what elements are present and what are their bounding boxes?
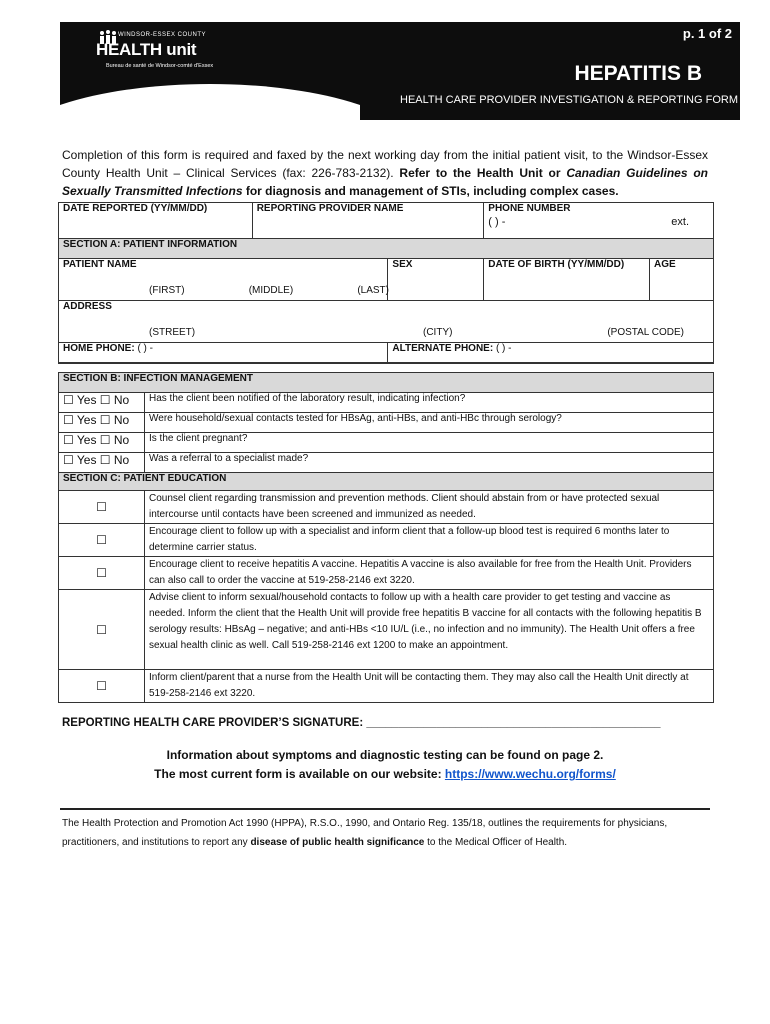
question-notified: Has the client been notified of the laboratory result, indicating infection? — [145, 393, 714, 413]
section-a-header: SECTION A: PATIENT INFORMATION — [59, 239, 714, 259]
yes-no-checkbox[interactable]: ☐ Yes ☐ No — [59, 433, 145, 453]
education-item: Counsel client regarding transmission and prevention methods. Client should abstain from or have protected sexual intercourse until contacts have been screened and immunized as needed. — [145, 491, 714, 524]
education-item: Encourage client to receive hepatitis A vaccine. Hepatitis A vaccine is also available for free from the Health Unit. Providers can also call to order the vaccine at 519-258-2146 ext 3220. — [145, 557, 714, 590]
form-title: HEPATITIS B — [574, 62, 702, 85]
education-checkbox[interactable]: ☐ — [59, 524, 145, 557]
signature-line[interactable]: REPORTING HEALTH CARE PROVIDER’S SIGNATURE: ______________________________________________ — [62, 717, 661, 729]
date-reported-field[interactable]: DATE REPORTED (YY/MM/DD) — [59, 203, 253, 239]
footer-text: The Health Protection and Promotion Act 1990 (HPPA), R.S.O., 1990, and Ontario Reg. 135/18, outlines the requirements for physicians, practitioners, and institutions to report any disease of public health significance to the Medical Officer of Health. — [62, 818, 668, 848]
website-link[interactable]: https://www.wechu.org/forms/ — [444, 767, 616, 781]
provider-patient-table — [58, 202, 714, 364]
logo-top-text: WINDSOR-ESSEX COUNTY — [118, 32, 207, 38]
phone-number-field[interactable]: PHONE NUMBER ( ) - ext. — [484, 203, 714, 239]
provider-name-field[interactable]: REPORTING PROVIDER NAME — [252, 203, 484, 239]
info-line-2: The most current form is available on our website: https://www.wechu.org/forms/ — [154, 767, 616, 781]
question-referral: Was a referral to a specialist made? — [145, 453, 714, 473]
question-contacts-tested: Were household/sexual contacts tested for HBsAg, anti-HBs, and anti-HBc through serology? — [145, 413, 714, 433]
logo-sub-text: Bureau de santé de Windsor-comté d'Essex — [106, 63, 214, 69]
question-pregnant: Is the client pregnant? — [145, 433, 714, 453]
education-checkbox[interactable]: ☐ — [59, 590, 145, 670]
logo-main-text: HEALTH unit — [96, 40, 197, 59]
section-c-header: SECTION C: PATIENT EDUCATION — [59, 473, 714, 491]
section-b-header: SECTION B: INFECTION MANAGEMENT — [59, 373, 714, 393]
address-field[interactable]: ADDRESS (STREET) (CITY) (POSTAL CODE) — [59, 301, 714, 343]
education-checkbox[interactable]: ☐ — [59, 557, 145, 590]
education-checkbox[interactable]: ☐ — [59, 491, 145, 524]
alternate-phone-field[interactable]: ALTERNATE PHONE: ( ) - — [388, 343, 714, 363]
education-item: Advise client to inform sexual/household contacts to follow up with a health care provider to get testing and vaccine as needed. Inform the client that the Health Unit will provide free hepatitis B vaccine for all contacts with the following hepatitis B serology results: HBsAg – negative; and anti-HBs <10 IU/L (i.e., no infection and no immunity). The Health Unit offers a free sexual health clinic as well. Call 519-258-2146 ext 1200 to make an appointment. — [145, 590, 714, 670]
info-line-1: Information about symptoms and diagnostic testing can be found on page 2. — [166, 748, 604, 762]
age-field[interactable]: AGE — [650, 259, 714, 301]
footer-rule — [60, 808, 710, 810]
yes-no-checkbox[interactable]: ☐ Yes ☐ No — [59, 453, 145, 473]
sex-field[interactable]: SEX — [388, 259, 484, 301]
management-education-table — [58, 372, 714, 703]
intro-paragraph: Completion of this form is required and faxed by the next working day from the initial patient visit, to the Windsor-Essex County Health Unit – Clinical Services (fax: 226-783-2132). Refer to the Health Unit or Canadian Guidelines on Sexually Transmitted Infections for diagnosis and management of STIs, including complex cases. — [62, 148, 709, 198]
dob-field[interactable]: DATE OF BIRTH (YY/MM/DD) — [484, 259, 650, 301]
yes-no-checkbox[interactable]: ☐ Yes ☐ No — [59, 393, 145, 413]
education-item: Inform client/parent that a nurse from the Health Unit will be contacting them. They may also call the Health Unit directly at 519-258-2146 ext 3220. — [145, 670, 714, 703]
yes-no-checkbox[interactable]: ☐ Yes ☐ No — [59, 413, 145, 433]
page-number: p. 1 of 2 — [682, 26, 732, 41]
home-phone-field[interactable]: HOME PHONE: ( ) - — [59, 343, 388, 363]
patient-name-field[interactable]: PATIENT NAME (FIRST) (MIDDLE) (LAST) — [59, 259, 388, 301]
education-checkbox[interactable]: ☐ — [59, 670, 145, 703]
form-subtitle: HEALTH CARE PROVIDER INVESTIGATION & REPORTING FORM — [400, 94, 738, 106]
education-item: Encourage client to follow up with a specialist and inform client that a follow-up blood test is required 6 months later to determine carrier status. — [145, 524, 714, 557]
